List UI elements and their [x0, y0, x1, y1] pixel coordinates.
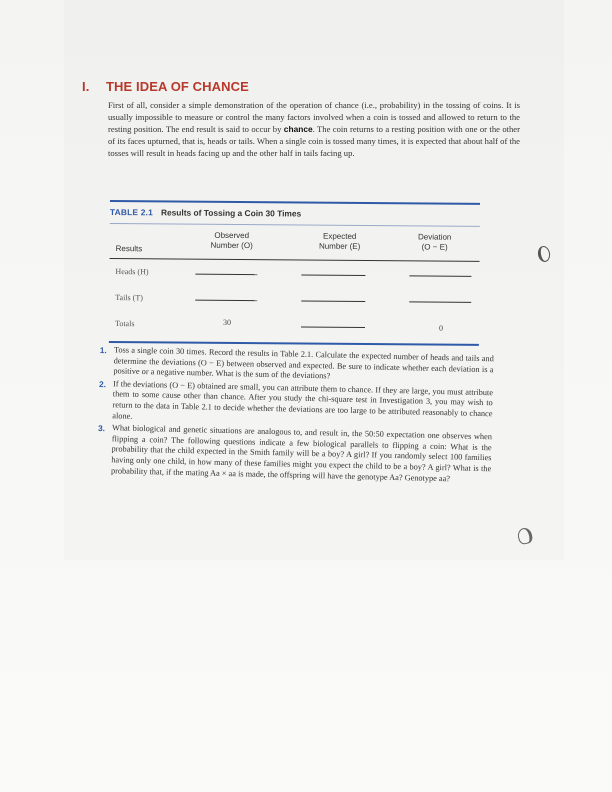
header-expected: [310, 232, 370, 252]
table-label: TABLE 2.1: [109, 206, 154, 218]
table-row-totals: [109, 311, 479, 340]
tails-observed-blank[interactable]: [195, 300, 257, 301]
heads-observed-blank[interactable]: [195, 274, 257, 275]
section-number: I.: [82, 79, 90, 94]
intro-paragraph: [108, 99, 520, 159]
row-label-heads: Heads (H): [115, 267, 149, 277]
tails-expected-blank[interactable]: [301, 301, 365, 303]
table-row-heads: [109, 259, 479, 288]
header-deviation: [410, 232, 460, 252]
heads-deviation-blank[interactable]: [409, 275, 471, 276]
heads-expected-blank[interactable]: [301, 275, 365, 277]
question-item: [97, 423, 492, 485]
section-title: THE IDEA OF CHANCE: [106, 79, 249, 94]
header-deviation-line2: (O − E): [421, 242, 448, 252]
header-deviation-line1: Deviation: [417, 232, 452, 242]
question-number: 1.: [99, 345, 107, 356]
header-expected-line1: Expected: [322, 231, 357, 241]
question-number: 2.: [98, 378, 107, 389]
header-observed-line1: Observed: [214, 230, 250, 241]
question-text: What biological and genetic situations are analogous to, and result in, the 50:50 expectation one observes when flipping a coin? The following questions indicate a few biological parallels to flipping a coin: What is the probability that the child expected in the Smith family will be a boy? A girl? If you randomly select 100 families having only one child, in how many of these families might you expect the child to be a boy? A girl? What is the probability that, if the mating Aa × aa is made, the offspring will have the genotype Aa? Genotype aa?: [110, 423, 493, 483]
table-row-tails: [109, 285, 479, 314]
intro-bold-term: chance: [283, 124, 313, 134]
table-caption: [110, 207, 480, 224]
question-item: [98, 379, 493, 431]
question-list: [97, 345, 494, 487]
question-number: 3.: [97, 423, 106, 434]
row-label-totals: Totals: [114, 319, 135, 329]
table-header: [110, 224, 480, 261]
header-observed-line2: Number (O): [210, 240, 253, 251]
header-results: Results: [115, 244, 143, 254]
section-heading: [82, 79, 249, 94]
header-observed: [206, 231, 258, 251]
results-table: [109, 200, 480, 346]
row-label-tails: Tails (T): [115, 293, 143, 303]
totals-deviation-value: 0: [438, 323, 444, 333]
table-title: Results of Tossing a Coin 30 Times: [160, 207, 302, 219]
tails-deviation-blank[interactable]: [409, 301, 471, 302]
intro-text-2: . The coin returns to a resting position with one or the other of its faces upturned, that is, heads or tails. When a single coin is tossed many times, it is expected that about half of the tosses will result in heads facing up and the other half in tails facing up.: [108, 124, 520, 158]
question-text: Toss a single coin 30 times. Record the results in Table 2.1. Calculate the expected number of heads and tails and determine the deviations (O − E) between observed and expected. Be sure to indicate whether each deviation is a positive or a negative number. What is the sum of the deviations?: [113, 345, 494, 381]
totals-observed-value: 30: [223, 317, 232, 327]
question-text: If the deviations (O − E) obtained are small, you can attribute them to chance. If they are large, you must attribute them to some cause other than chance. After you study the chi-square test in Investigation 3, you may wish to return to the data in Table 2.1 to decide whether the deviations are too large to be attributed reasonably to chance alone.: [112, 379, 494, 421]
totals-expected-blank[interactable]: [301, 327, 365, 329]
intro-text-1: First of all, consider a simple demonstration of the operation of chance (i.e., probability) in the tossing of coins. It is usually impossible to measure or control the many factors involved when a coin is tossed and allowed to return to the resting position. The end result is said to occur by: [108, 100, 520, 134]
header-expected-line2: Number (E): [318, 241, 361, 251]
